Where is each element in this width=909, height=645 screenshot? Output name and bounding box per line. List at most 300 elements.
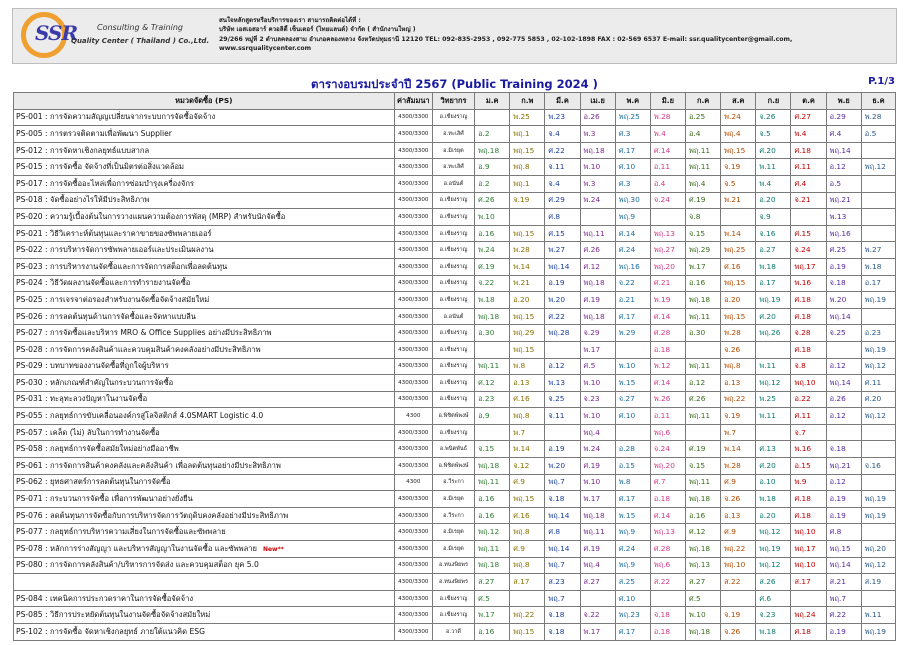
schedule-date-cell: พ.17 xyxy=(580,491,615,508)
course-instructor: อ.เชียงราญ xyxy=(432,341,474,358)
schedule-date-cell: พฤ.19 xyxy=(861,292,895,309)
course-name xyxy=(14,192,395,209)
course-name xyxy=(14,308,395,325)
course-price: 4300/3300 xyxy=(394,507,432,524)
schedule-date-cell xyxy=(545,341,580,358)
logo-text: SSR xyxy=(35,21,78,45)
schedule-date-cell: พฤ.7 xyxy=(545,590,580,607)
course-name xyxy=(14,258,395,275)
schedule-date-cell: พฤ.8 xyxy=(510,557,545,574)
schedule-date-cell: พฤ.14 xyxy=(826,142,861,159)
course-instructor: อ.เชียงราญ xyxy=(432,358,474,375)
schedule-date-cell: พ.11 xyxy=(756,159,791,176)
schedule-date-cell: ส.27 xyxy=(580,574,615,591)
schedule-date-cell: พฤ.15 xyxy=(721,308,756,325)
course-price: 4300/3300 xyxy=(394,624,432,641)
table-row xyxy=(14,607,896,624)
schedule-date-cell: พฤ.17 xyxy=(791,541,826,558)
course-label: PS-028 : การจัดการคลังสินค้าและควบคุมสินค้าคงคลังอย่างมีประสิทธิภาพ xyxy=(16,344,261,354)
schedule-date-cell xyxy=(826,424,861,441)
schedule-date-cell: จ.8 xyxy=(686,209,721,226)
schedule-date-cell: อ.11 xyxy=(650,159,685,176)
schedule-date-cell: อ.12 xyxy=(826,159,861,176)
course-price: 4300/3300 xyxy=(394,225,432,242)
schedule-date-cell: พฤ.8 xyxy=(510,159,545,176)
schedule-date-cell: พฤ.11 xyxy=(580,524,615,541)
schedule-date-cell: ศ.10 xyxy=(615,159,650,176)
schedule-date-cell: ศ.8 xyxy=(826,524,861,541)
table-row xyxy=(14,275,896,292)
schedule-date-cell xyxy=(721,209,756,226)
schedule-date-cell: อ.12 xyxy=(686,375,721,392)
schedule-date-cell: ศ.18 xyxy=(791,308,826,325)
schedule-date-cell: จ.26 xyxy=(721,341,756,358)
table-row xyxy=(14,159,896,176)
course-label: PS-080 : การจัดการคลังสินค้า/บริหารการจัดส่ง และควบคุมสต็อก ยุค 5.0 xyxy=(16,560,259,570)
course-price: 4300/3300 xyxy=(394,275,432,292)
schedule-date-cell: ศ.9 xyxy=(721,474,756,491)
schedule-date-cell: พฤ.18 xyxy=(580,275,615,292)
schedule-date-cell: อ.13 xyxy=(721,507,756,524)
course-label: PS-015 : การจัดซื้อ จัดจ้างที่เป็นมิตรต่อสิ่งแวดล้อม xyxy=(16,162,185,172)
course-name xyxy=(14,408,395,425)
schedule-date-cell: พฤ.19 xyxy=(861,491,895,508)
schedule-date-cell: พฤ.15 xyxy=(510,341,545,358)
schedule-date-cell: พฤ.11 xyxy=(475,358,510,375)
schedule-date-cell xyxy=(686,341,721,358)
schedule-date-cell: ศ.10 xyxy=(615,590,650,607)
schedule-date-cell: จ.26 xyxy=(721,491,756,508)
schedule-date-cell: พ.20 xyxy=(826,292,861,309)
course-instructor: อ.มิเรยุต xyxy=(432,142,474,159)
course-instructor: อ.เชียงราญ xyxy=(432,292,474,309)
schedule-date-cell: พฤ.12 xyxy=(861,557,895,574)
course-name xyxy=(14,441,395,458)
schedule-date-cell: จ.21 xyxy=(791,192,826,209)
schedule-date-cell: ศ.8 xyxy=(545,524,580,541)
schedule-date-cell: พ.10 xyxy=(475,209,510,226)
schedule-date-cell: พฤ.6 xyxy=(650,424,685,441)
training-schedule-table xyxy=(13,92,896,641)
course-price: 4300/3300 xyxy=(394,391,432,408)
column-header-month: ก.ค xyxy=(686,93,721,110)
schedule-date-cell: จ.5 xyxy=(756,126,791,143)
schedule-date-cell: อ.15 xyxy=(791,458,826,475)
schedule-date-cell: พฤ.14 xyxy=(826,308,861,325)
schedule-date-cell: พ.3 xyxy=(580,126,615,143)
schedule-date-cell xyxy=(475,424,510,441)
schedule-date-cell: ศ.6 xyxy=(756,590,791,607)
schedule-date-cell: ศ.20 xyxy=(861,391,895,408)
schedule-date-cell: พ.13 xyxy=(545,375,580,392)
schedule-date-cell: ศ.28 xyxy=(650,325,685,342)
schedule-date-cell: อ.22 xyxy=(791,391,826,408)
schedule-date-cell: อ.12 xyxy=(826,408,861,425)
column-header-month: พ.ย xyxy=(826,93,861,110)
schedule-date-cell xyxy=(861,308,895,325)
schedule-date-cell: ศ.8 xyxy=(545,209,580,226)
schedule-date-cell: อ.16 xyxy=(475,507,510,524)
schedule-date-cell: อ.20 xyxy=(510,292,545,309)
column-header-month: มิ.ย xyxy=(650,93,685,110)
course-instructor: อ.เชียงราญ xyxy=(432,209,474,226)
schedule-date-cell: พฤ.15 xyxy=(510,624,545,641)
schedule-date-cell: ศ.28 xyxy=(650,541,685,558)
course-name xyxy=(14,109,395,126)
schedule-date-cell: พ.16 xyxy=(791,275,826,292)
course-label: PS-023 : การบริหารงานจัดซื้อและการจัดการสต็อกเพื่อลดต้นทุน xyxy=(16,261,228,271)
schedule-date-cell xyxy=(650,209,685,226)
schedule-date-cell: พฤ.6 xyxy=(650,557,685,574)
column-header-month: ม.ค xyxy=(475,93,510,110)
schedule-date-cell: อ.26 xyxy=(580,109,615,126)
schedule-date-cell: อ.12 xyxy=(826,358,861,375)
table-row xyxy=(14,242,896,259)
schedule-date-cell: พ.14 xyxy=(721,441,756,458)
table-row xyxy=(14,325,896,342)
course-price: 4300/3300 xyxy=(394,541,432,558)
schedule-date-cell: พฤ.8 xyxy=(721,358,756,375)
schedule-date-cell: พฤ.12 xyxy=(756,524,791,541)
course-name xyxy=(14,458,395,475)
course-label: PS-027 : การจัดซื้อและบริหาร MRO & Office Supplies อย่างมีประสิทธิภาพ xyxy=(16,328,272,338)
schedule-date-cell: อ.19 xyxy=(545,275,580,292)
course-label: PS-018 : จัดซื้ออย่างไรให้มีประสิทธิภาพ xyxy=(16,195,150,205)
table-row xyxy=(14,507,896,524)
schedule-date-cell: จ.28 xyxy=(791,325,826,342)
schedule-date-cell: พฤ.18 xyxy=(475,308,510,325)
schedule-date-cell: พ.10 xyxy=(580,159,615,176)
course-instructor: อ.วีระกา xyxy=(432,507,474,524)
schedule-date-cell: อ.19 xyxy=(826,624,861,641)
course-instructor: อ.ทะเลิศ์ xyxy=(432,159,474,176)
schedule-date-cell: พ.28 xyxy=(861,109,895,126)
course-price: 4300/3300 xyxy=(394,524,432,541)
schedule-date-cell: จ.19 xyxy=(721,159,756,176)
schedule-date-cell: ศ.20 xyxy=(756,308,791,325)
schedule-date-cell: พ.14 xyxy=(510,258,545,275)
schedule-date-cell: ศ.12 xyxy=(580,258,615,275)
schedule-date-cell: พ.21 xyxy=(510,275,545,292)
schedule-date-cell: พฤ.11 xyxy=(475,541,510,558)
schedule-date-cell: พฤ.15 xyxy=(721,142,756,159)
course-name xyxy=(14,375,395,392)
course-name xyxy=(14,209,395,226)
schedule-date-cell: พฤ.19 xyxy=(756,541,791,558)
schedule-date-cell: พ.10 xyxy=(580,375,615,392)
course-instructor: อ.เชียงราญ xyxy=(432,607,474,624)
schedule-date-cell: ศ.20 xyxy=(756,458,791,475)
table-row xyxy=(14,458,896,475)
course-instructor: อ.เชียงราญ xyxy=(432,192,474,209)
schedule-date-cell: พฤ.12 xyxy=(756,375,791,392)
column-header-month: ส.ค xyxy=(721,93,756,110)
schedule-date-cell: พ.29 xyxy=(615,325,650,342)
course-price: 4300/3300 xyxy=(394,292,432,309)
schedule-date-cell: ศ.7 xyxy=(650,474,685,491)
contact-line: 29/266 หมู่ที่ 2 ตำบลคลองสาม อำเภอคลองหลวง จังหวัดปทุมธานี 12120 TEL: 092-835-2953 , 092-775 5853 , 02-102-1898 FAX : 02-569 6537 E-mail: ssr.qualitycenter@gmail.com, xyxy=(219,35,793,43)
schedule-date-cell: ศ.13 xyxy=(756,441,791,458)
schedule-date-cell: พ.15 xyxy=(615,507,650,524)
schedule-date-cell: จ.25 xyxy=(545,391,580,408)
schedule-date-cell: จ.15 xyxy=(475,441,510,458)
schedule-date-cell: จ.24 xyxy=(650,192,685,209)
schedule-date-cell: ส.21 xyxy=(826,574,861,591)
table-row xyxy=(14,491,896,508)
schedule-date-cell xyxy=(580,209,615,226)
schedule-date-cell xyxy=(791,590,826,607)
schedule-date-cell: พฤ.18 xyxy=(686,292,721,309)
schedule-date-cell: พฤ.21 xyxy=(826,458,861,475)
schedule-date-cell: อ.10 xyxy=(756,474,791,491)
schedule-date-cell: ส.27 xyxy=(475,574,510,591)
table-row xyxy=(14,375,896,392)
column-header-instructor: วิทยากร xyxy=(432,93,474,110)
schedule-date-cell: พ.28 xyxy=(721,325,756,342)
schedule-date-cell: ศ.19 xyxy=(686,441,721,458)
schedule-date-cell: พฤ.7 xyxy=(545,474,580,491)
schedule-date-cell: จ.5 xyxy=(721,175,756,192)
schedule-date-cell: อ.12 xyxy=(826,474,861,491)
schedule-date-cell: พฤ.18 xyxy=(580,308,615,325)
schedule-date-cell: พ.27 xyxy=(545,242,580,259)
schedule-date-cell: พฤ.1 xyxy=(510,126,545,143)
course-price: 4300 xyxy=(394,474,432,491)
schedule-date-cell: จ.22 xyxy=(580,607,615,624)
course-name xyxy=(14,142,395,159)
schedule-date-cell: พฤ.8 xyxy=(510,408,545,425)
course-label: PS-029 : บทบาทของงานจัดซื้อที่ถูกใจผู้บริหาร xyxy=(16,361,169,371)
schedule-date-cell: ศ.14 xyxy=(650,142,685,159)
schedule-date-cell xyxy=(580,590,615,607)
course-instructor: อ.วาดี xyxy=(432,624,474,641)
table-row xyxy=(14,192,896,209)
course-label: PS-024 : วิธีวัดผลงานจัดซื้อและการทำรายงานจัดซื้อ xyxy=(16,278,191,288)
course-name xyxy=(14,541,395,558)
table-row xyxy=(14,175,896,192)
schedule-date-cell: จ.18 xyxy=(545,607,580,624)
contact-line: บริษัท เอสเอสอาร์ ควอลิตี้ เซ็นเตอร์ (ไทยแลนด์) จำกัด ( สำนักงานใหญ่ ) xyxy=(219,26,416,34)
schedule-date-cell: ศ.14 xyxy=(650,375,685,392)
schedule-date-cell: ศ.15 xyxy=(791,225,826,242)
schedule-date-cell: พฤ.15 xyxy=(510,491,545,508)
schedule-date-cell: ศ.9 xyxy=(510,474,545,491)
schedule-date-cell xyxy=(475,341,510,358)
schedule-date-cell xyxy=(861,142,895,159)
schedule-date-cell xyxy=(861,590,895,607)
schedule-date-cell: พ.10 xyxy=(615,358,650,375)
course-label: PS-022 : การบริหารจัดการซัพพลายเออร์และประเมินผลงาน xyxy=(16,245,214,255)
schedule-date-cell: พฤ.16 xyxy=(615,258,650,275)
column-header-month: มี.ค xyxy=(545,93,580,110)
schedule-date-cell: พ.18 xyxy=(756,258,791,275)
course-label: PS-012 : การจัดหาเชิงกลยุทธ์แบบสากล xyxy=(16,145,150,155)
schedule-date-cell: พฤ.18 xyxy=(475,557,510,574)
course-name xyxy=(14,574,395,591)
schedule-date-cell: พ.11 xyxy=(756,358,791,375)
schedule-date-cell xyxy=(791,209,826,226)
schedule-date-cell: พ.28 xyxy=(510,242,545,259)
schedule-date-cell: พฤ.11 xyxy=(580,225,615,242)
course-instructor: อ.เชียงราญ xyxy=(432,325,474,342)
schedule-date-cell xyxy=(861,424,895,441)
course-price: 4300/3300 xyxy=(394,491,432,508)
course-label: PS-102 : การจัดซื้อ จัดหาเชิงกลยุทธ์ ภายใต้แนวคิด ESG xyxy=(16,626,205,636)
schedule-date-cell: พฤ.14 xyxy=(545,258,580,275)
schedule-date-cell: จ.18 xyxy=(826,441,861,458)
schedule-date-cell: พ.17 xyxy=(580,624,615,641)
schedule-date-cell: พฤ.28 xyxy=(545,325,580,342)
table-row xyxy=(14,225,896,242)
schedule-date-cell: พ.25 xyxy=(510,109,545,126)
schedule-date-cell: จ.19 xyxy=(721,408,756,425)
schedule-date-cell xyxy=(475,109,510,126)
schedule-date-cell: พ.13 xyxy=(826,209,861,226)
page-number: P.1/3 xyxy=(868,76,895,87)
schedule-date-cell: จ.11 xyxy=(545,408,580,425)
course-instructor: อ.มิเรยุต xyxy=(432,541,474,558)
schedule-date-cell: พ.20 xyxy=(545,458,580,475)
course-label: PS-005 : การตรวจติดตามเพื่อพัฒนา Supplier xyxy=(16,128,172,138)
schedule-date-cell: จ.12 xyxy=(510,458,545,475)
schedule-date-cell: อ.12 xyxy=(545,358,580,375)
table-row xyxy=(14,391,896,408)
column-header-month: ก.ย xyxy=(756,93,791,110)
course-price: 4300/3300 xyxy=(394,458,432,475)
schedule-date-cell: พฤ.15 xyxy=(510,225,545,242)
schedule-date-cell: พฤ.4 xyxy=(580,557,615,574)
schedule-date-cell: พฤ.29 xyxy=(686,242,721,259)
schedule-date-cell: พฤ.11 xyxy=(686,358,721,375)
schedule-date-cell: ศ.18 xyxy=(791,491,826,508)
course-name xyxy=(14,358,395,375)
course-instructor: อ.วีระกา xyxy=(432,474,474,491)
course-name xyxy=(14,590,395,607)
course-price: 4300/3300 xyxy=(394,109,432,126)
page-title: ตารางอบรมประจำปี 2567 (Public Training 2024 ) xyxy=(311,77,598,91)
schedule-date-cell xyxy=(861,225,895,242)
schedule-date-cell: พฤ.13 xyxy=(650,524,685,541)
schedule-date-cell: พ.12 xyxy=(650,358,685,375)
contact-info xyxy=(219,16,889,54)
schedule-date-cell: พฤ.12 xyxy=(475,524,510,541)
schedule-date-cell: พ.14 xyxy=(721,225,756,242)
schedule-date-cell: พ.10 xyxy=(686,607,721,624)
schedule-date-cell: อ.16 xyxy=(686,507,721,524)
schedule-date-cell: จ.18 xyxy=(650,607,685,624)
schedule-date-cell: ศ.16 xyxy=(510,391,545,408)
schedule-date-cell: พฤ.12 xyxy=(756,557,791,574)
schedule-date-cell: พฤ.16 xyxy=(826,225,861,242)
schedule-date-cell: อ.17 xyxy=(861,275,895,292)
schedule-date-cell: ศ.5 xyxy=(686,590,721,607)
course-instructor: อ.เชียงราญ xyxy=(432,242,474,259)
course-instructor: อ.พิชิตพ์พงษ์ xyxy=(432,408,474,425)
schedule-date-cell: จ.4 xyxy=(545,126,580,143)
schedule-date-cell: อ.21 xyxy=(615,292,650,309)
course-instructor: อ.เชียงราญ xyxy=(432,391,474,408)
column-header-course: หมวดจัดซื้อ (PS) xyxy=(14,93,395,110)
schedule-date-cell: ศ.9 xyxy=(721,524,756,541)
schedule-date-cell: พฤ.13 xyxy=(650,225,685,242)
table-row xyxy=(14,292,896,309)
course-label: PS-017 : การจัดซื้ออะไหล่เพื่อการซ่อมบำรุงเครื่องจักร xyxy=(16,178,195,188)
schedule-date-cell: พฤ.18 xyxy=(686,624,721,641)
schedule-date-cell: ศ.22 xyxy=(545,308,580,325)
course-name xyxy=(14,341,395,358)
schedule-date-cell: พฤ.11 xyxy=(686,408,721,425)
schedule-date-cell: พฤ.24 xyxy=(791,607,826,624)
schedule-date-cell: พ.9 xyxy=(791,474,826,491)
schedule-date-cell: พ.8 xyxy=(615,474,650,491)
course-price: 4300/3300 xyxy=(394,424,432,441)
schedule-date-cell: พฤ.14 xyxy=(545,541,580,558)
table-row xyxy=(14,524,896,541)
course-price: 4300/3300 xyxy=(394,192,432,209)
course-price: 4300/3300 xyxy=(394,325,432,342)
schedule-date-cell: อ.25 xyxy=(686,109,721,126)
schedule-date-cell: ศ.5 xyxy=(475,590,510,607)
schedule-date-cell: จ.23 xyxy=(756,607,791,624)
schedule-date-cell xyxy=(861,441,895,458)
column-header-price: ค่าสัมมนา xyxy=(394,93,432,110)
schedule-date-cell: พฤ.4 xyxy=(686,175,721,192)
course-instructor: อ.เชียงราญ xyxy=(432,375,474,392)
schedule-date-cell xyxy=(826,341,861,358)
schedule-date-cell: พฤ.20 xyxy=(650,258,685,275)
schedule-date-cell: อ.19 xyxy=(826,491,861,508)
schedule-date-cell: ศ.18 xyxy=(791,341,826,358)
schedule-date-cell: พฤ.14 xyxy=(826,375,861,392)
schedule-date-cell: พฤ.11 xyxy=(686,142,721,159)
schedule-date-cell: พ.17 xyxy=(580,341,615,358)
schedule-date-cell: ศ.26 xyxy=(475,192,510,209)
course-instructor: อ.พิชิตพ์พงษ์ xyxy=(432,458,474,475)
table-row xyxy=(14,441,896,458)
schedule-date-cell: จ.24 xyxy=(650,441,685,458)
course-price: 4300/3300 xyxy=(394,441,432,458)
schedule-date-cell xyxy=(756,424,791,441)
schedule-date-cell: ส.19 xyxy=(861,574,895,591)
schedule-date-cell xyxy=(510,590,545,607)
schedule-date-cell: อ.11 xyxy=(650,408,685,425)
schedule-date-cell: ศ.5 xyxy=(580,358,615,375)
course-label: PS-031 : ทะลุทะลวงปัญหาในงานจัดซื้อ xyxy=(16,394,148,404)
column-header-month: ต.ค xyxy=(791,93,826,110)
schedule-date-cell: ศ.18 xyxy=(791,292,826,309)
schedule-date-cell: พ.21 xyxy=(721,192,756,209)
schedule-date-cell: อ.9 xyxy=(475,408,510,425)
schedule-date-cell: พ.18 xyxy=(861,258,895,275)
schedule-date-cell: ศ.18 xyxy=(791,142,826,159)
schedule-date-cell: จ.16 xyxy=(861,458,895,475)
schedule-date-cell: พ.17 xyxy=(686,258,721,275)
schedule-date-cell: พฤ.15 xyxy=(826,541,861,558)
column-header-month: เม.ย xyxy=(580,93,615,110)
schedule-date-cell: จ.15 xyxy=(686,225,721,242)
schedule-date-cell: ศ.12 xyxy=(686,524,721,541)
course-price: 4300 xyxy=(394,408,432,425)
course-price: 4300/3300 xyxy=(394,590,432,607)
logo-company: Quality Center ( Thailand ) Co.,Ltd. xyxy=(71,37,210,45)
schedule-date-cell: พฤ.18 xyxy=(580,507,615,524)
schedule-date-cell: พ.27 xyxy=(861,242,895,259)
schedule-date-cell: จ.18 xyxy=(545,624,580,641)
table-row xyxy=(14,557,896,574)
course-instructor: อ.ทะเลิศ์ xyxy=(432,126,474,143)
column-header-month: ก.พ xyxy=(510,93,545,110)
schedule-date-cell: พฤ.10 xyxy=(791,557,826,574)
